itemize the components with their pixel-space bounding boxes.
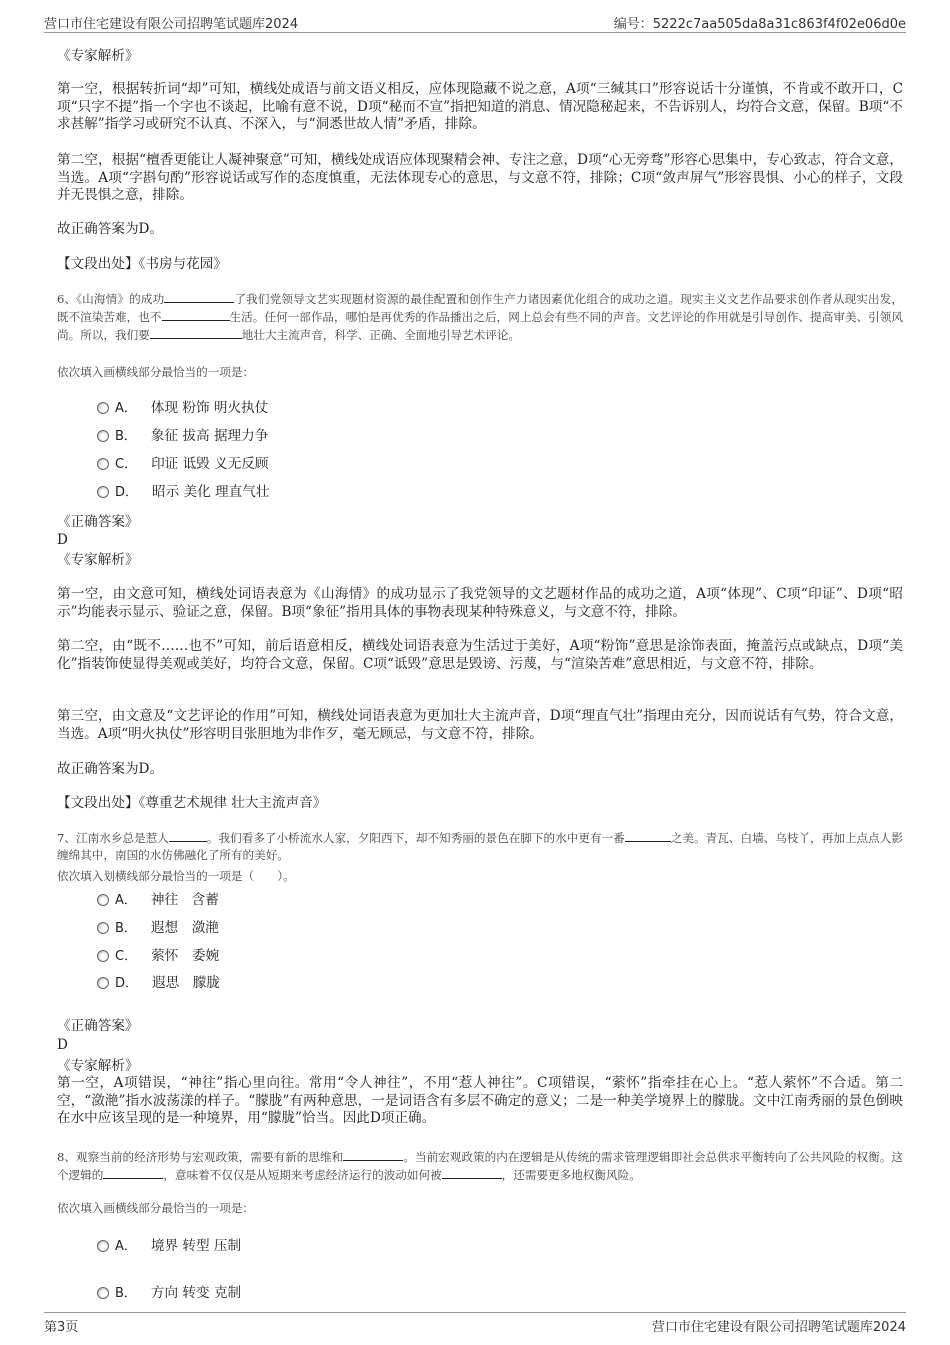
paragraph: 第一空，根据转折词“却”可知，横线处成语与前文语义相反，应体现隐藏不说之意，A项“三缄其口”形容说话十分谨慎，不肯或不敢开口，C项“只字不提”指一个字也不谈起，比喻有意不说，D项“秘而不宣”指把知道的消息、情况隐秘起来，不告诉别人，均符合文意，保留。B项“不求甚解”指学习或研究不认真、不深入，与“洞悉世故人情”矛盾，排除。 — [57, 81, 903, 132]
q8-option-a[interactable]: A． 境界 转型 压制 — [97, 1236, 241, 1256]
document-id: 编号：5222c7aa505da8a31c863f4f02e06d0e — [613, 17, 906, 32]
q6-option-c[interactable]: C． 印证 诋毁 义无反顾 — [97, 454, 268, 474]
q6-option-d[interactable]: D． 昭示 美化 理直气壮 — [97, 482, 269, 502]
answer-blank — [164, 290, 234, 303]
radio-icon[interactable] — [97, 977, 109, 989]
q6-analysis-p2 — [57, 638, 903, 673]
q5-conclusion: 故正确答案为D。 — [57, 221, 164, 237]
paragraph: 第二空，根据“檀香更能让人凝神聚意”可知，横线处成语应体现聚精会神、专注之意，D项“心无旁骛”形容心思集中，专心致志，符合文意，当选。A项“字斟句酌”形容说话或写作的态度慎重，无法体现专心的意思，与文意不符，排除；C项“敛声屏气”形容畏惧、小心的样子，文段并无畏惧之意，排除。 — [57, 152, 903, 203]
q7-stem — [57, 829, 903, 864]
q7-analysis — [57, 1075, 903, 1128]
q7-option-b[interactable]: B． 遐想 潋滟 — [97, 918, 219, 938]
question-stem: 8、观察当前的经济形势与宏观政策，需要有新的思维和 。当前宏观政策的内在逻辑是从传统的需求管理逻辑即社会总供求平衡转向了公共风险的权衡。这个逻辑的 ，意味着不仅仅是从短期来考虑经济运行的波动如何被 ，还需要更多地权衡风险。 — [57, 1150, 903, 1182]
page-header — [44, 10, 906, 33]
q7-option-d[interactable]: D． 遐思 朦胧 — [97, 973, 220, 993]
q7-analysis-label: 《专家解析》 — [57, 1058, 139, 1074]
header-title: 营口市住宅建设有限公司招聘笔试题库2024 — [44, 17, 299, 32]
answer-blank — [150, 326, 242, 339]
radio-icon[interactable] — [97, 922, 109, 934]
paragraph: 第一空，由文意可知，横线处词语表意为《山海情》的成功显示了我党领导的文艺题材作品的成功之道，A项“体现”、C项“印证”、D项“昭示”均能表示显示、验证之意，保留。B项“象征”指用具体的事物表现某种特殊意义，与文意不符，排除。 — [57, 586, 903, 620]
answer-blank — [103, 1166, 163, 1179]
paragraph: 第二空，由“既不……也不”可知，前后语意相反，横线处词语表意为生活过于美好，A项“粉饰”意思是涂饰表面，掩盖污点或缺点，D项“美化”指装饰使显得美观或美好，均符合文意，保留。C项“诋毁”意思是毁谤、污蔑，与“渲染苦难”意思相近，与文意不符，排除。 — [57, 638, 903, 672]
q7-option-a[interactable]: A． 神往 含蓄 — [97, 890, 219, 910]
page-number: 第3页 — [44, 1320, 79, 1335]
page-footer — [44, 1312, 906, 1335]
q6-prompt: 依次填入画横线部分最恰当的一项是： — [57, 365, 255, 379]
answer-blank — [625, 829, 671, 842]
answer-blank — [162, 308, 230, 321]
q7-option-c[interactable]: C． 萦怀 委婉 — [97, 946, 219, 966]
q7-prompt: 依次填入划横线部分最恰当的一项是（ ）。 — [57, 869, 295, 883]
q8-stem — [57, 1148, 903, 1184]
q5-source: 【文段出处】《书房与花园》 — [57, 256, 227, 272]
q5-analysis-p1 — [57, 81, 903, 134]
q7-answer-label: 《正确答案》 — [57, 1018, 139, 1034]
answer-blank — [442, 1166, 502, 1179]
q6-conclusion: 故正确答案为D。 — [57, 761, 164, 777]
q5-analysis-label: 《专家解析》 — [57, 48, 139, 64]
radio-icon[interactable] — [97, 430, 109, 442]
footer-title: 营口市住宅建设有限公司招聘笔试题库2024 — [651, 1320, 906, 1335]
radio-icon[interactable] — [97, 486, 109, 498]
q6-answer-label: 《正确答案》 — [57, 514, 139, 530]
q6-option-b[interactable]: B． 象征 拔高 据理力争 — [97, 426, 268, 446]
question-stem: 6、《山海情》的成功 了我们党领导文艺实现题材资源的最佳配置和创作生产力诸因素优化组合的成功之道。现实主义文艺作品要求创作者从现实出发，既不渲染苦难，也不 生活。任何一部作品，哪怕是再优秀的作品播出之后，网上总会有些不同的声音。文艺评论的作用就是引导创作、提高审美、引领风尚。所以，我们要 地壮大主流声音，科学、正确、全面地引导艺术评论。 — [57, 292, 903, 342]
q6-analysis-label: 《专家解析》 — [57, 552, 139, 568]
paragraph: 第三空，由文意及“文艺评论的作用”可知，横线处词语表意为更加壮大主流声音，D项“理直气壮”指理由充分，因而说话有气势，符合文意，当选。A项“明火执仗”形容明目张胆地为非作歹，毫无顾忌，与文意不符，排除。 — [57, 708, 903, 742]
q8-prompt: 依次填入画横线部分最恰当的一项是： — [57, 1201, 255, 1215]
answer-blank — [343, 1148, 403, 1161]
q7-answer: D — [57, 1037, 68, 1053]
radio-icon[interactable] — [97, 458, 109, 470]
radio-icon[interactable] — [97, 1240, 109, 1252]
paragraph: 第一空，A项错误，“神往”指心里向往。常用“令人神往”，不用“惹人神往”。C项错误，“萦怀”指牵挂在心上。“惹人萦怀”不合适。第二空，“潋滟”指水波荡漾的样子。“朦胧”有两种意思，一是词语含有多层不确定的意义；二是一种美学境界上的朦胧。文中江南秀丽的景色倒映在水中应该呈现的是一种境界，用“朦胧”恰当。因此D项正确。 — [57, 1075, 903, 1126]
answer-blank — [169, 829, 207, 842]
q8-option-b[interactable]: B． 方向 转变 克制 — [97, 1283, 241, 1303]
question-stem: 7、江南水乡总是惹人 。我们看多了小桥流水人家，夕阳西下，却不知秀丽的景色在脚下的水中更有一番 之美。青瓦、白墙、乌枝丫，再加上点点人影缠绵其中，南国的水仿佛融化了所有的美好。 — [57, 831, 903, 862]
q6-answer: D — [57, 532, 68, 548]
radio-icon[interactable] — [97, 1287, 109, 1299]
q6-analysis-p3 — [57, 708, 903, 743]
q5-analysis-p2 — [57, 152, 903, 205]
q6-stem — [57, 290, 903, 344]
q6-option-a[interactable]: A． 体现 粉饰 明火执仗 — [97, 398, 268, 418]
radio-icon[interactable] — [97, 402, 109, 414]
q6-analysis-p1 — [57, 586, 903, 621]
radio-icon[interactable] — [97, 894, 109, 906]
q6-source: 【文段出处】《尊重艺术规律 壮大主流声音》 — [57, 795, 327, 811]
radio-icon[interactable] — [97, 950, 109, 962]
